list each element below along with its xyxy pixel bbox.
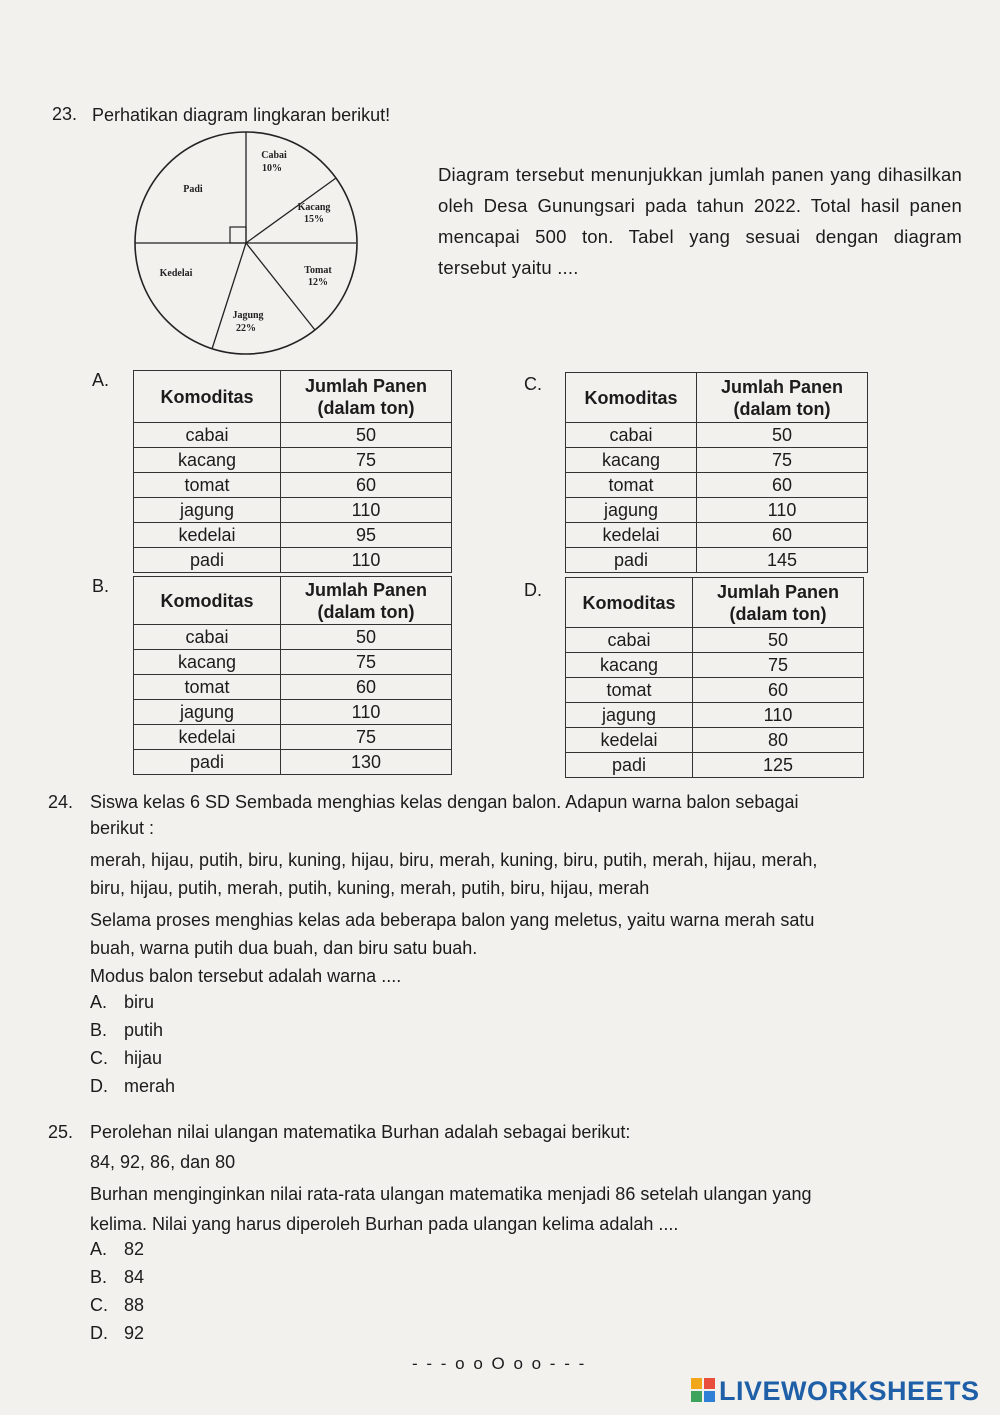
- table-row: [134, 548, 452, 573]
- pie-label-kedelai: Kedelai: [159, 268, 193, 279]
- cell: 110: [697, 498, 868, 523]
- table-row: [566, 703, 864, 728]
- cell: 60: [281, 675, 452, 700]
- option-d-letter: D.: [524, 580, 542, 600]
- q25-intro: Perolehan nilai ulangan matematika Burhan adalah sebagai berikut:: [90, 1122, 631, 1142]
- cell: kacang: [566, 448, 697, 473]
- q25-question-line2: kelima. Nilai yang harus diperoleh Burhan pada ulangan kelima adalah ....: [90, 1214, 679, 1234]
- choice-text: 92: [124, 1323, 145, 1343]
- cell: padi: [566, 548, 697, 573]
- option-d-header-jumlah: Jumlah Panen (dalam ton): [693, 578, 864, 628]
- q25-choices: [90, 1235, 144, 1347]
- choice-text: biru: [124, 992, 155, 1012]
- q24-burst-line1: Selama proses menghias kelas ada beberapa balon yang meletus, yaitu warna merah satu: [90, 910, 815, 930]
- cell: jagung: [134, 498, 281, 523]
- cell: 130: [281, 750, 452, 775]
- cell: 75: [693, 653, 864, 678]
- option-c-letter: C.: [524, 374, 542, 394]
- table-row: [566, 498, 868, 523]
- cell: tomat: [134, 675, 281, 700]
- q25-choice-d[interactable]: [90, 1319, 144, 1347]
- choice-letter: A.: [90, 992, 108, 1012]
- cell: padi: [134, 548, 281, 573]
- table-row: [134, 650, 452, 675]
- table-row: [134, 750, 452, 775]
- option-d-table[interactable]: [565, 577, 864, 778]
- table-row: [566, 523, 868, 548]
- cell: 60: [693, 678, 864, 703]
- cell: 60: [281, 473, 452, 498]
- q24-colors-line1: merah, hijau, putih, biru, kuning, hijau, biru, merah, kuning, biru, putih, merah, hijau, merah,: [90, 850, 818, 870]
- choice-text: 82: [124, 1239, 145, 1259]
- cell: kacang: [566, 653, 693, 678]
- cell: jagung: [566, 703, 693, 728]
- table-row: [566, 628, 864, 653]
- q23-number: 23.: [52, 104, 78, 124]
- cell: 110: [281, 548, 452, 573]
- table-row: [566, 473, 868, 498]
- pie-right-angle-marker: [230, 227, 246, 243]
- table-row: [566, 653, 864, 678]
- brand-name: LIVEWORKSHEETS: [719, 1376, 980, 1406]
- option-c-header-jumlah: Jumlah Panen (dalam ton): [697, 373, 868, 423]
- option-b-header-jumlah: Jumlah Panen (dalam ton): [281, 577, 452, 625]
- pie-pct-jagung: 22%: [236, 323, 256, 334]
- cell: padi: [134, 750, 281, 775]
- choice-letter: B.: [90, 1020, 108, 1040]
- option-c-table[interactable]: [565, 372, 868, 573]
- cell: 50: [693, 628, 864, 653]
- cell: 110: [281, 498, 452, 523]
- table-row: [134, 725, 452, 750]
- cell: tomat: [134, 473, 281, 498]
- pie-pct-cabai: 10%: [262, 163, 282, 174]
- q25-choice-c[interactable]: [90, 1291, 144, 1319]
- table-row: [134, 498, 452, 523]
- table-row: [566, 548, 868, 573]
- pie-label-tomat: Tomat: [304, 265, 332, 276]
- pie-chart: [120, 130, 390, 360]
- cell: padi: [566, 753, 693, 778]
- cell: kedelai: [566, 523, 697, 548]
- cell: 145: [697, 548, 868, 573]
- table-row: [134, 675, 452, 700]
- choice-letter: D.: [90, 1323, 108, 1343]
- cell: 75: [281, 650, 452, 675]
- table-row: [566, 423, 868, 448]
- choice-letter: A.: [90, 1239, 108, 1259]
- choice-text: 84: [124, 1267, 145, 1287]
- pie-label-padi: Padi: [183, 184, 203, 195]
- q24-burst-line2: buah, warna putih dua buah, dan biru satu buah.: [90, 938, 478, 958]
- cell: cabai: [134, 625, 281, 650]
- choice-text: 88: [124, 1295, 145, 1315]
- choice-letter: C.: [90, 1295, 108, 1315]
- cell: kedelai: [566, 728, 693, 753]
- q24-number: 24.: [48, 792, 74, 812]
- cell: 95: [281, 523, 452, 548]
- cell: 75: [281, 448, 452, 473]
- option-b-header-komoditas: Komoditas: [134, 577, 281, 625]
- table-row: [134, 423, 452, 448]
- cell: 60: [697, 523, 868, 548]
- option-c-header-komoditas: Komoditas: [566, 373, 697, 423]
- q24-intro-line2: berikut :: [90, 818, 155, 838]
- table-row: [134, 473, 452, 498]
- q25-choice-a[interactable]: [90, 1235, 144, 1263]
- q24-choices: [90, 988, 175, 1100]
- cell: 50: [697, 423, 868, 448]
- cell: 75: [697, 448, 868, 473]
- option-b-letter: B.: [92, 576, 110, 596]
- table-row: [134, 700, 452, 725]
- cell: 60: [697, 473, 868, 498]
- liveworksheets-icon: [690, 1377, 716, 1403]
- pie-pct-kacang: 15%: [304, 214, 324, 225]
- cell: 50: [281, 625, 452, 650]
- pie-label-jagung: Jagung: [232, 310, 264, 321]
- q24-choice-c[interactable]: [90, 1044, 175, 1072]
- cell: 75: [281, 725, 452, 750]
- choice-letter: D.: [90, 1076, 108, 1096]
- table-row: [134, 523, 452, 548]
- cell: 110: [281, 700, 452, 725]
- option-a-table[interactable]: [133, 370, 452, 573]
- cell: tomat: [566, 473, 697, 498]
- option-b-table[interactable]: [133, 576, 452, 775]
- cell: cabai: [566, 628, 693, 653]
- cell: 80: [693, 728, 864, 753]
- cell: cabai: [134, 423, 281, 448]
- cell: kacang: [134, 448, 281, 473]
- table-row: [566, 728, 864, 753]
- cell: jagung: [134, 700, 281, 725]
- cell: jagung: [566, 498, 697, 523]
- option-a-letter: A.: [92, 370, 110, 390]
- cell: 125: [693, 753, 864, 778]
- table-row: [134, 448, 452, 473]
- table-row: [566, 448, 868, 473]
- footer-ornament: - - - o o O o o - - -: [412, 1354, 587, 1373]
- choice-text: putih: [124, 1020, 164, 1040]
- liveworksheets-logo[interactable]: [690, 1376, 980, 1410]
- pie-label-kacang: Kacang: [297, 202, 331, 213]
- q24-colors-line2: biru, hijau, putih, merah, putih, kuning, merah, putih, biru, hijau, merah: [90, 878, 650, 898]
- q25-scores: 84, 92, 86, dan 80: [90, 1152, 236, 1172]
- cell: kedelai: [134, 523, 281, 548]
- q24-choice-a[interactable]: [90, 988, 175, 1016]
- choice-text: merah: [124, 1076, 176, 1096]
- option-a-header-jumlah: Jumlah Panen (dalam ton): [281, 371, 452, 423]
- q23-prompt: Perhatikan diagram lingkaran berikut!: [92, 105, 391, 125]
- pie-label-cabai: Cabai: [261, 150, 287, 161]
- choice-letter: C.: [90, 1048, 108, 1068]
- q25-body: [90, 1116, 970, 1240]
- q24-choice-b[interactable]: [90, 1016, 175, 1044]
- option-a-header-komoditas: Komoditas: [134, 371, 281, 423]
- cell: 110: [693, 703, 864, 728]
- q25-choice-b[interactable]: [90, 1263, 144, 1291]
- q25-number: 25.: [48, 1122, 74, 1142]
- option-d-header-komoditas: Komoditas: [566, 578, 693, 628]
- cell: cabai: [566, 423, 697, 448]
- cell: kedelai: [134, 725, 281, 750]
- q24-body: [90, 786, 970, 992]
- table-row: [134, 625, 452, 650]
- q24-choice-d[interactable]: [90, 1072, 175, 1100]
- q24-intro-line1: Siswa kelas 6 SD Sembada menghias kelas dengan balon. Adapun warna balon sebagai: [90, 792, 799, 812]
- table-row: [566, 678, 864, 703]
- table-row: [566, 753, 864, 778]
- q24-question: Modus balon tersebut adalah warna ....: [90, 966, 402, 986]
- cell: 50: [281, 423, 452, 448]
- q23-description: Diagram tersebut menunjukkan jumlah panen yang dihasilkan oleh Desa Gunungsari pada tahun 2022. Total hasil panen mencapai 500 ton. Tabel yang sesuai dengan diagram tersebut yaitu ....: [438, 164, 962, 278]
- cell: kacang: [134, 650, 281, 675]
- pie-pct-tomat: 12%: [308, 277, 328, 288]
- cell: tomat: [566, 678, 693, 703]
- choice-letter: B.: [90, 1267, 108, 1287]
- choice-text: hijau: [124, 1048, 163, 1068]
- q25-question-line1: Burhan menginginkan nilai rata-rata ulangan matematika menjadi 86 setelah ulangan yang: [90, 1184, 812, 1204]
